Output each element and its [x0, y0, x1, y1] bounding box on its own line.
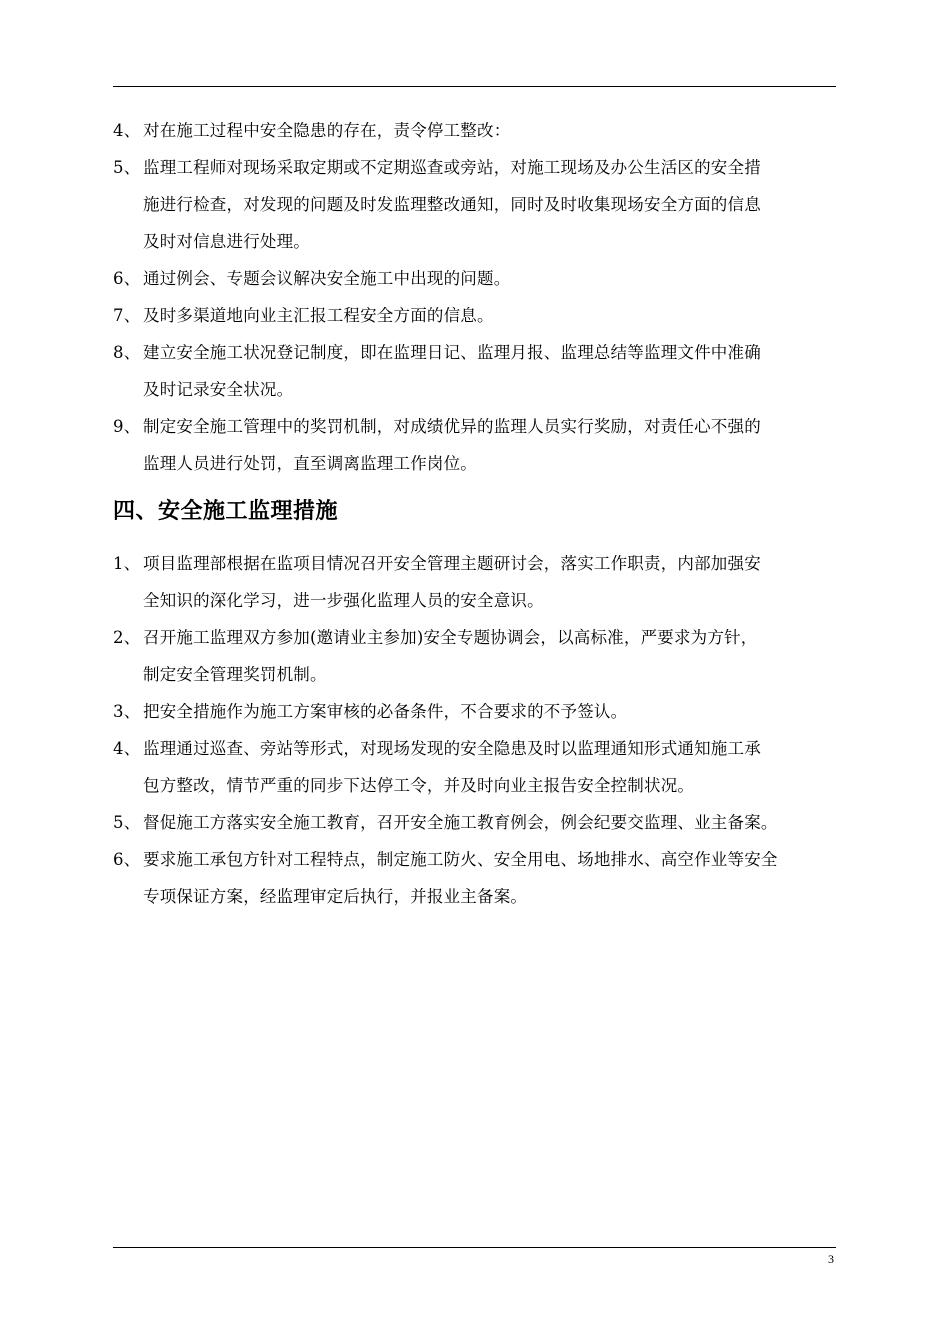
list-item	[113, 408, 839, 482]
list-item-number: 9、	[113, 417, 141, 436]
list-item-text-line: 建立安全施工状况登记制度，即在监理日记、监理月报、监理总结等监理文件中准确	[143, 343, 761, 362]
list-item-text-line: 及时记录安全状况。	[143, 380, 294, 399]
list-item	[113, 297, 839, 334]
list-item	[113, 149, 839, 260]
list-item-text-line: 包方整改，情节严重的同步下达停工令，并及时向业主报告安全控制状况。	[143, 776, 695, 795]
list-item	[113, 260, 839, 297]
list-item	[113, 730, 839, 804]
list-item-text-line: 及时多渠道地向业主汇报工程安全方面的信息。	[143, 306, 494, 325]
header-rule	[113, 86, 836, 87]
list-item-number: 5、	[113, 813, 141, 832]
list-item	[113, 112, 839, 149]
list-item-number: 8、	[113, 343, 141, 362]
list-item-text-line: 监理工程师对现场采取定期或不定期巡查或旁站，对施工现场及办公生活区的安全措	[143, 158, 761, 177]
continued-list	[113, 112, 839, 482]
list-item-text-line: 项目监理部根据在监项目情况召开安全管理主题研讨会，落实工作职责，内部加强安	[143, 554, 761, 573]
list-item-number: 6、	[113, 269, 141, 288]
section-heading: 四、安全施工监理措施	[113, 499, 339, 524]
list-item-text-line: 专项保证方案，经监理审定后执行，并报业主备案。	[143, 887, 528, 906]
list-item-text-line: 监理通过巡查、旁站等形式，对现场发现的安全隐患及时以监理通知形式通知施工承	[143, 739, 761, 758]
list-item-number: 3、	[113, 702, 141, 721]
list-item-text-line: 通过例会、专题会议解决安全施工中出现的问题。	[143, 269, 511, 288]
list-item-number: 6、	[113, 850, 141, 869]
list-item-text-line: 及时对信息进行处理。	[143, 232, 310, 251]
list-item-text-line: 监理人员进行处罚，直至调离监理工作岗位。	[143, 454, 477, 473]
list-item-number: 1、	[113, 554, 141, 573]
list-item	[113, 334, 839, 408]
list-item-text-line: 制定安全管理奖罚机制。	[143, 665, 327, 684]
list-item-number: 7、	[113, 306, 141, 325]
section4-list	[113, 545, 839, 915]
list-item-text-line: 要求施工承包方针对工程特点，制定施工防火、安全用电、场地排水、高空作业等安全	[143, 850, 778, 869]
page-number: 3	[828, 1252, 834, 1266]
list-item-text-line: 督促施工方落实安全施工教育，召开安全施工教育例会，例会纪要交监理、业主备案。	[143, 813, 778, 832]
list-item-text-line: 全知识的深化学习，进一步强化监理人员的安全意识。	[143, 591, 544, 610]
list-item	[113, 804, 839, 841]
list-item-text-line: 对在施工过程中安全隐患的存在，责令停工整改：	[143, 121, 511, 140]
list-item-text-line: 施进行检查，对发现的问题及时发监理整改通知，同时及时收集现场安全方面的信息	[143, 195, 761, 214]
list-item	[113, 545, 839, 619]
list-item	[113, 693, 839, 730]
list-item-text-line: 制定安全施工管理中的奖罚机制，对成绩优异的监理人员实行奖励，对责任心不强的	[143, 417, 761, 436]
list-item-text-line: 召开施工监理双方参加(邀请业主参加)安全专题协调会，以高标准，严要求为方针，	[143, 628, 758, 647]
list-item-number: 5、	[113, 158, 141, 177]
footer-rule	[113, 1247, 836, 1248]
list-item-text-line: 把安全措施作为施工方案审核的必备条件，不合要求的不予签认。	[143, 702, 628, 721]
list-item-number: 4、	[113, 739, 141, 758]
list-item	[113, 841, 839, 915]
list-item	[113, 619, 839, 693]
document-body	[113, 112, 839, 915]
list-item-number: 4、	[113, 121, 141, 140]
list-item-number: 2、	[113, 628, 141, 647]
